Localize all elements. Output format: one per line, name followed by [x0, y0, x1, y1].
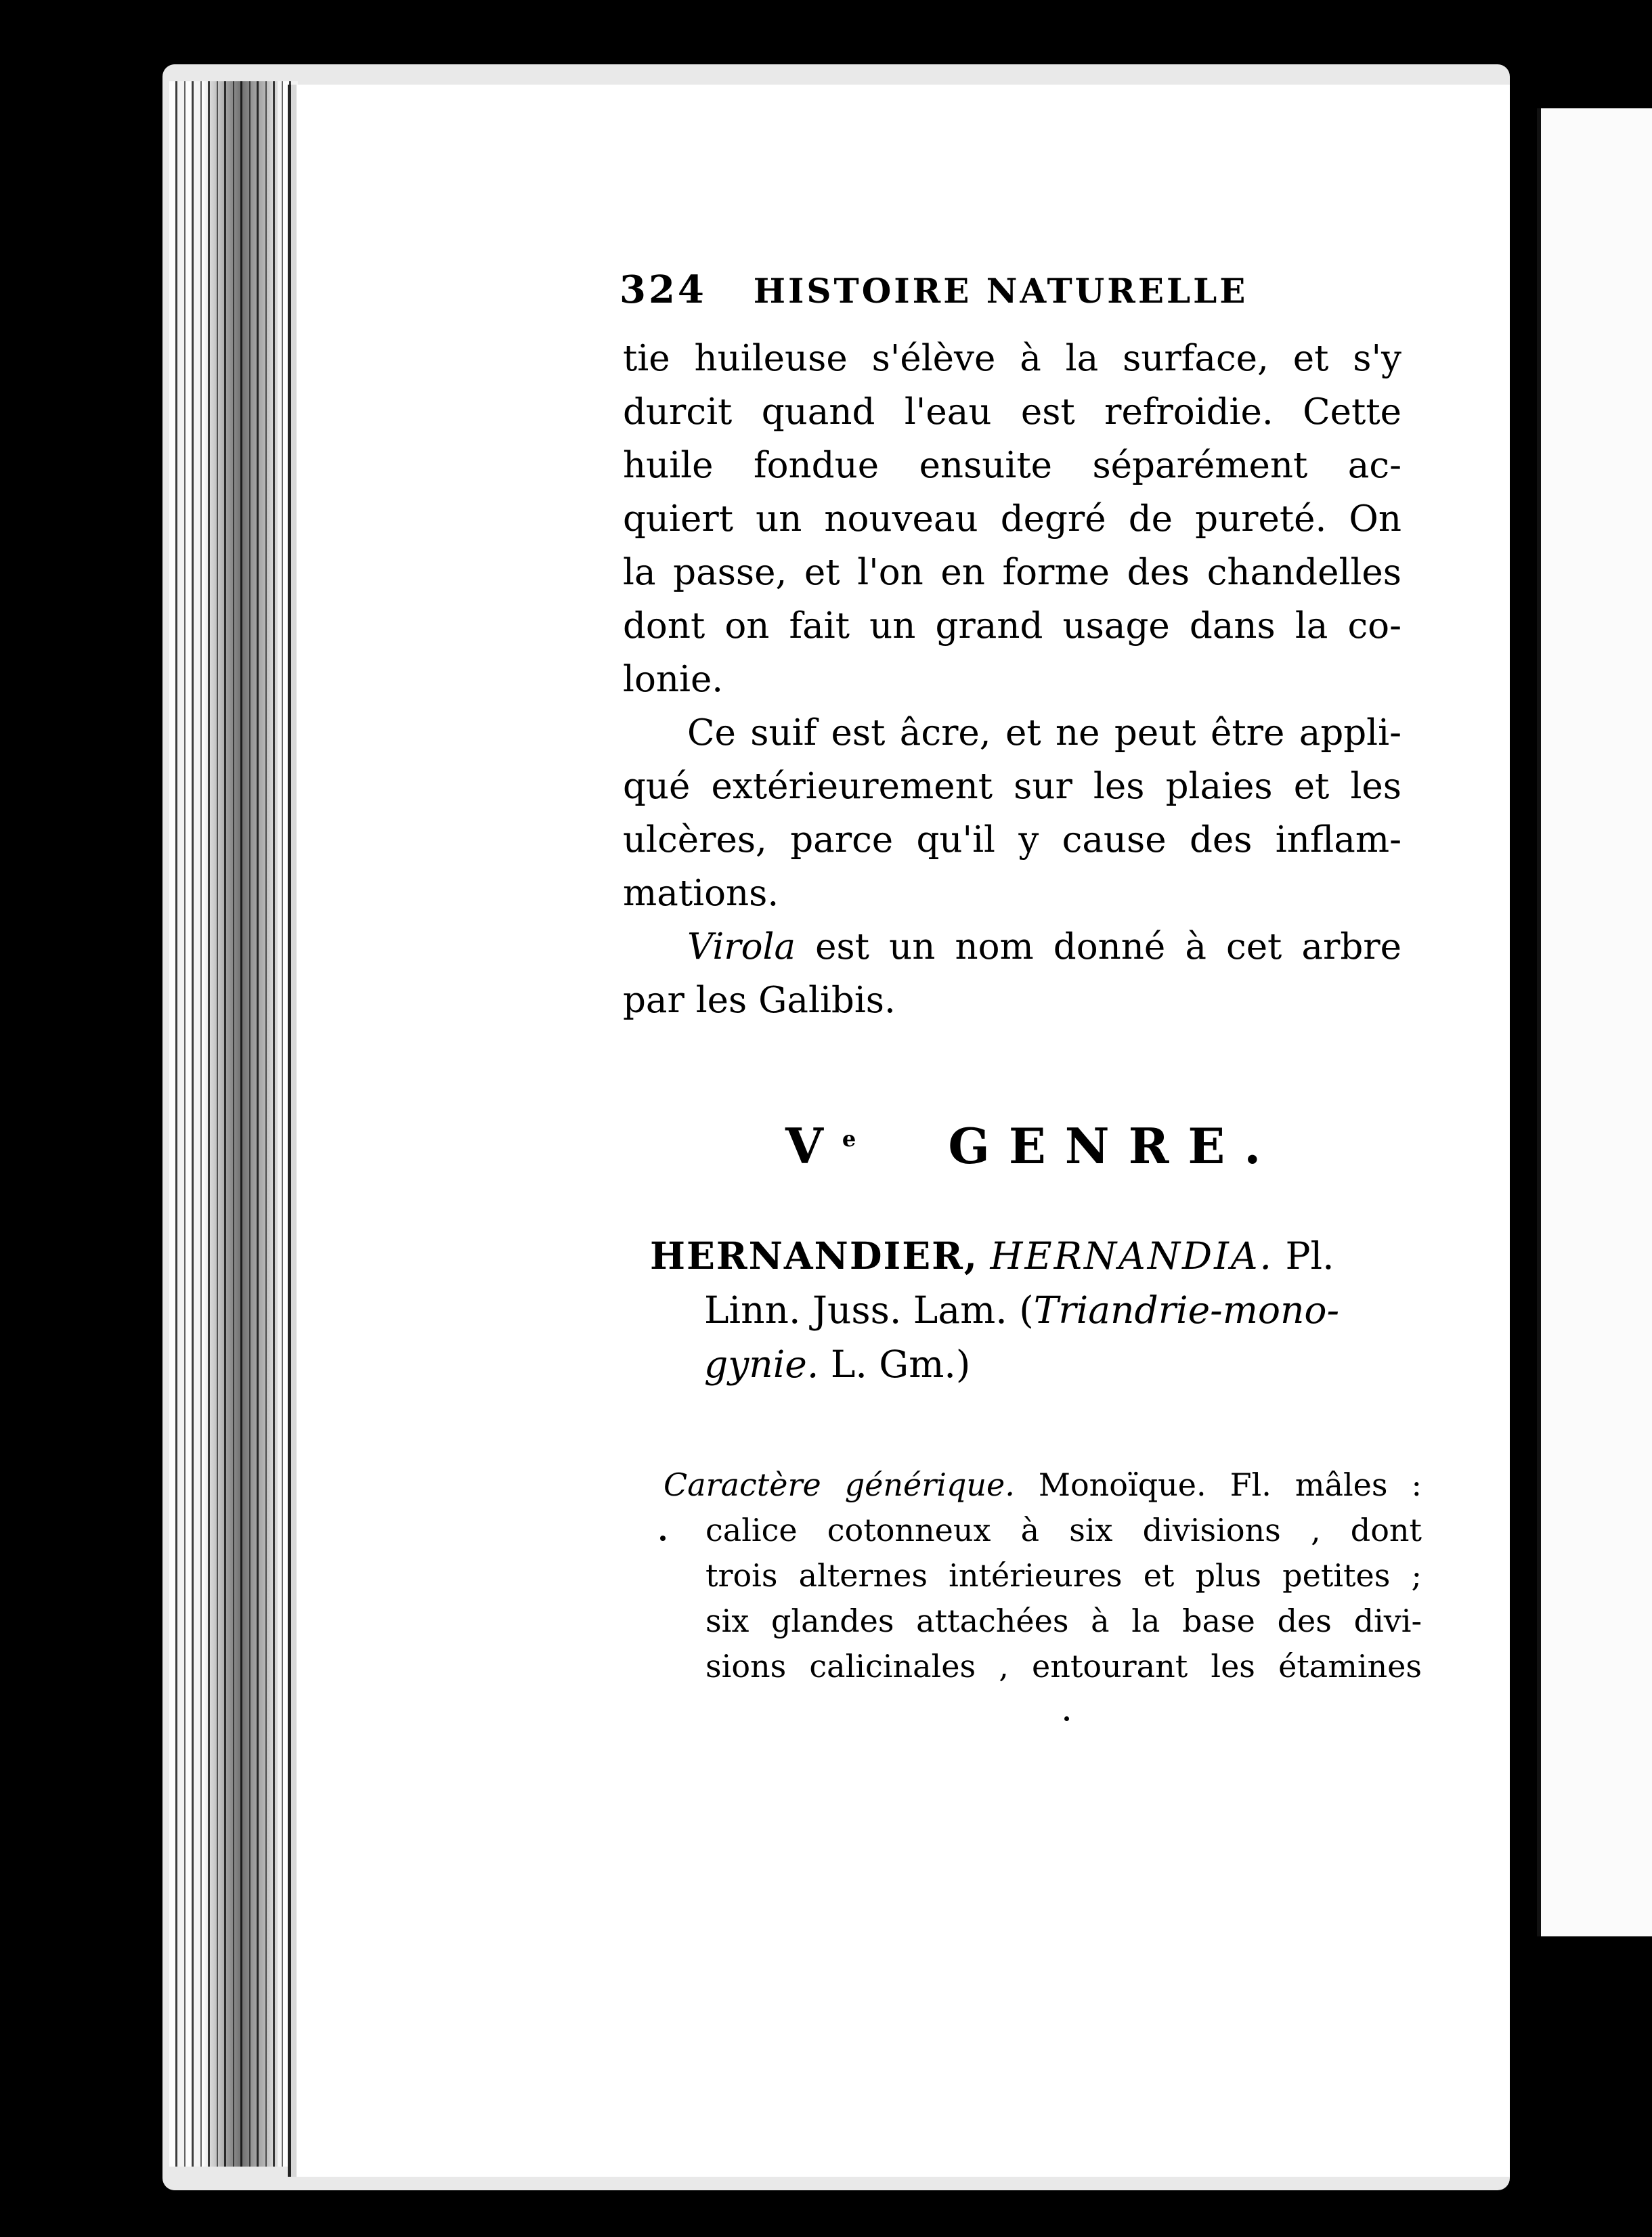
running-head — [620, 267, 1297, 312]
ink-speck — [20, 129, 28, 135]
genre-word: GENRE. — [948, 1117, 1280, 1175]
genre-superscript: e — [842, 1126, 863, 1152]
text-line: Ce suif est âcre, et ne peut être appli- — [687, 712, 1401, 754]
text-line: dont on fait un grand usage dans la co- — [623, 605, 1401, 647]
ink-speck — [1064, 1716, 1069, 1721]
species-latin: HERNANDIA. — [990, 1234, 1274, 1278]
text-line-virola — [623, 920, 1401, 974]
virola-term: Virola — [687, 926, 796, 968]
text-line: ulcères, parce qu'il y cause des inflam- — [623, 819, 1401, 861]
char-line: trois alternes intérieures et plus petites ; — [705, 1557, 1422, 1594]
text-line: durcit quand l'eau est refroidie. Cette — [623, 391, 1401, 433]
species-authors: Linn. Juss. Lam. ( — [704, 1288, 1034, 1332]
char-text: Monoïque. Fl. mâles : — [1038, 1467, 1422, 1503]
genre-heading — [785, 1117, 1280, 1175]
char-line — [664, 1462, 1422, 1508]
text-line: quiert un nouveau degré de pureté. On — [623, 498, 1401, 540]
ink-speck — [660, 1536, 666, 1541]
species-pl: Pl. — [1285, 1234, 1334, 1278]
body-text — [623, 332, 1401, 1027]
species-line — [650, 1283, 1415, 1337]
char-label: Caractère générique. — [664, 1467, 1015, 1503]
species-line — [650, 1229, 1415, 1283]
text-line: lonie. — [623, 659, 724, 700]
text-line: huile fondue ensuite séparément ac- — [623, 445, 1401, 486]
generic-character — [664, 1462, 1422, 1689]
genre-numeral: V — [785, 1117, 842, 1175]
text-line: qué extérieurement sur les plaies et les — [623, 766, 1401, 807]
species-authors-end: L. Gm.) — [830, 1343, 971, 1386]
species-entry — [650, 1229, 1415, 1391]
char-line: calice cotonneux à six divisions , dont — [705, 1512, 1422, 1548]
char-line: sions calicinales , entourant les étamines — [705, 1648, 1422, 1685]
page-number: 324 — [620, 267, 707, 312]
running-title: HISTOIRE NATURELLE — [753, 271, 1248, 311]
species-class: Triandrie-mono- — [1033, 1288, 1340, 1332]
facing-page-edge — [1537, 108, 1652, 1936]
species-class-end: gynie. — [704, 1343, 819, 1386]
species-name: HERNANDIER, — [650, 1234, 979, 1278]
binding-shadow — [203, 81, 278, 2167]
text-line: la passe, et l'on en forme des chandelles — [623, 552, 1401, 593]
char-line: six glandes attachées à la base des divi- — [705, 1603, 1422, 1639]
species-line — [650, 1337, 1415, 1391]
text-line: tie huileuse s'élève à la surface, et s'y — [623, 338, 1401, 379]
text-fragment: est un nom donné à cet arbre — [815, 926, 1401, 968]
text-line: mations. — [623, 873, 779, 914]
text-line: par les Galibis. — [623, 980, 896, 1021]
